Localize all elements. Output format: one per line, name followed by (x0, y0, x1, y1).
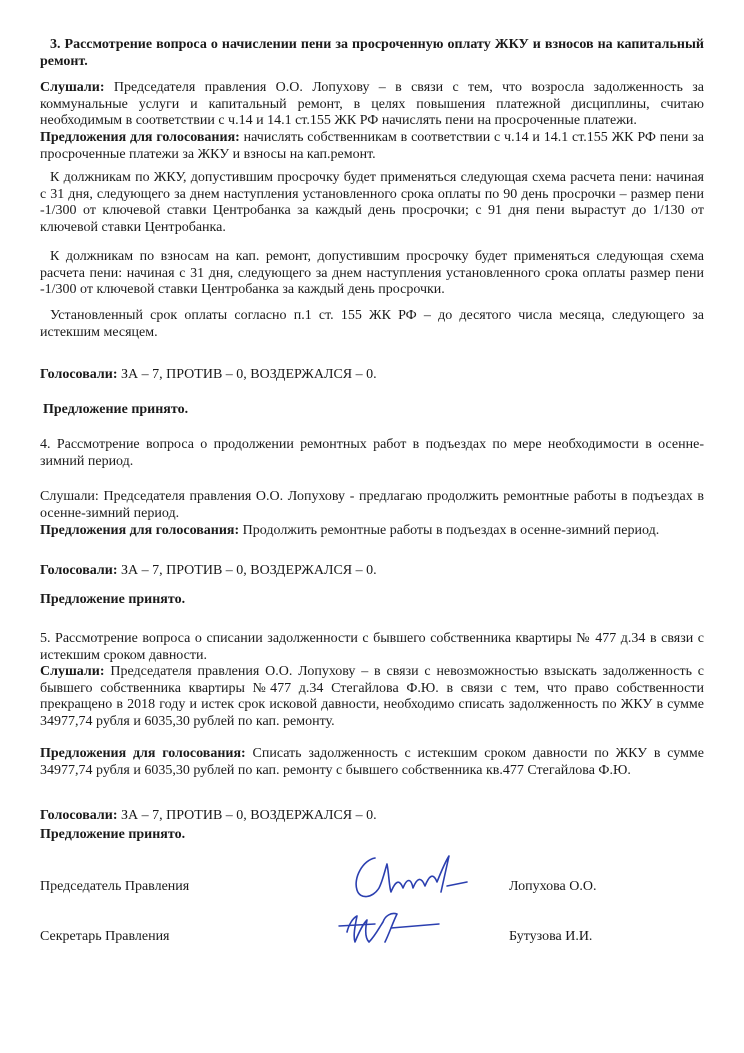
proposal-text: Списать задолженность с истекшим сроком давности по ЖКУ в сумме 34977,74 рубля и 6035,30 рублей по кап. ремонту с бывшего собственника кв.477 Стегайлова Ф.Ю. (40, 746, 705, 778)
voted-label: Голосовали: (40, 367, 118, 382)
secretary-signature-flourish (339, 924, 439, 928)
item5-voted (40, 808, 704, 825)
chair-signature-flourish (447, 882, 467, 886)
heard-label: Слушали: (40, 80, 105, 95)
item3-para-kap: К должникам по взносам на кап. ремонт, допустившим просрочку будет применяться следующая схема расчета пени: начиная с 31 дня, следующего за днем наступления установленного срока оплаты размер пени -1/300 от ключевой ставки Центробанка за каждый день просрочки. (40, 249, 704, 297)
item5-result: Предложение принято. (40, 827, 186, 842)
item4-proposal (40, 523, 704, 540)
chair-signature (345, 848, 475, 906)
secretary-role: Секретарь Правления (40, 929, 170, 944)
item3-heard (40, 80, 704, 130)
proposal-label: Предложения для голосования: (40, 746, 246, 761)
heard-label: Слушали: (40, 489, 99, 504)
item5-proposal (40, 746, 704, 779)
item5-heard (40, 664, 704, 730)
chair-signature-stroke (356, 856, 449, 897)
item3-para-term: Установленный срок оплаты согласно п.1 ст. 155 ЖК РФ – до десятого числа месяца, следующего за истекшим месяцем. (40, 308, 704, 340)
voted-text: ЗА – 7, ПРОТИВ – 0, ВОЗДЕРЖАЛСЯ – 0. (120, 563, 377, 578)
voted-label: Голосовали: (40, 808, 118, 823)
item4-title: 4. Рассмотрение вопроса о продолжении ремонтных работ в подъездах по мере необходимости в осенне-зимний период. (40, 437, 704, 469)
chair-name: Лопухова О.О. (509, 879, 597, 894)
item3-result: Предложение принято. (43, 402, 189, 417)
item5-title: 5. Рассмотрение вопроса о списании задолженности с бывшего собственника квартиры № 477 д.34 в связи с истекшим сроком давности. (40, 631, 704, 663)
item3-proposal (40, 130, 704, 163)
proposal-text: Продолжить ремонтные работы в подъездах в осенне-зимний период. (242, 523, 660, 538)
item3-para-zhku: К должникам по ЖКУ, допустившим просрочку будет применяться следующая схема расчета пени: начиная с 31 дня, следующего за днем наступления установленного срока оплаты по 90 день просрочки – размер пени -1/300 от ключевой ставки Центробанка за каждый день просрочки; с 91 дня пени вырастут до 1/130 от ключевой ставки Центробанка. (40, 170, 704, 235)
item4-result: Предложение принято. (40, 592, 186, 607)
proposal-label: Предложения для голосования: (40, 130, 240, 145)
secretary-signature (335, 902, 445, 952)
proposal-label: Предложения для голосования: (40, 523, 240, 538)
heard-text: Председателя правления О.О. Лопухову - предлагаю продолжить ремонтные работы в подъездах в осенне-зимний период. (40, 489, 705, 521)
heard-text: Председателя правления О.О. Лопухову – в связи с невозможностью взыскать задолженность с бывшего собственника квартиры №477 д.34 Стегайлова Ф.Ю. в связи с тем, что право собственности прекращено в 2018 году и истек срок исковой давности, необходимо списать задолженность по ЖКУ в сумме 34977,74 рубля и 6035,30 рублей по кап. ремонту. (40, 664, 704, 729)
chair-role: Председатель Правления (40, 879, 190, 894)
voted-label: Голосовали: (40, 563, 118, 578)
item3-voted (40, 367, 704, 384)
voted-text: ЗА – 7, ПРОТИВ – 0, ВОЗДЕРЖАЛСЯ – 0. (120, 808, 377, 823)
voted-text: ЗА – 7, ПРОТИВ – 0, ВОЗДЕРЖАЛСЯ – 0. (120, 367, 377, 382)
secretary-name: Бутузова И.И. (509, 929, 593, 944)
heard-label: Слушали: (40, 664, 105, 679)
item3-title: 3. Рассмотрение вопроса о начислении пени за просроченную оплату ЖКУ и взносов на капитальный ремонт. (40, 37, 704, 69)
heard-text: Председателя правления О.О. Лопухову – в связи с тем, что возросла задолженность за коммунальные услуги и капитальный ремонт, в целях повышения платежной дисциплины, считаю необходимым в соответствии с ч.14 и 14.1 ст.155 ЖК РФ начислять пени на просроченные платежи. (40, 80, 705, 128)
item4-heard (40, 489, 704, 522)
proposal-text: начислять собственникам в соответствии с ч.14 и 14.1 ст.155 ЖК РФ пени за просроченные платежи за ЖКУ и взносы на кап.ремонт. (40, 130, 705, 162)
item4-voted (40, 563, 704, 580)
secretary-signature-stroke (347, 913, 397, 942)
